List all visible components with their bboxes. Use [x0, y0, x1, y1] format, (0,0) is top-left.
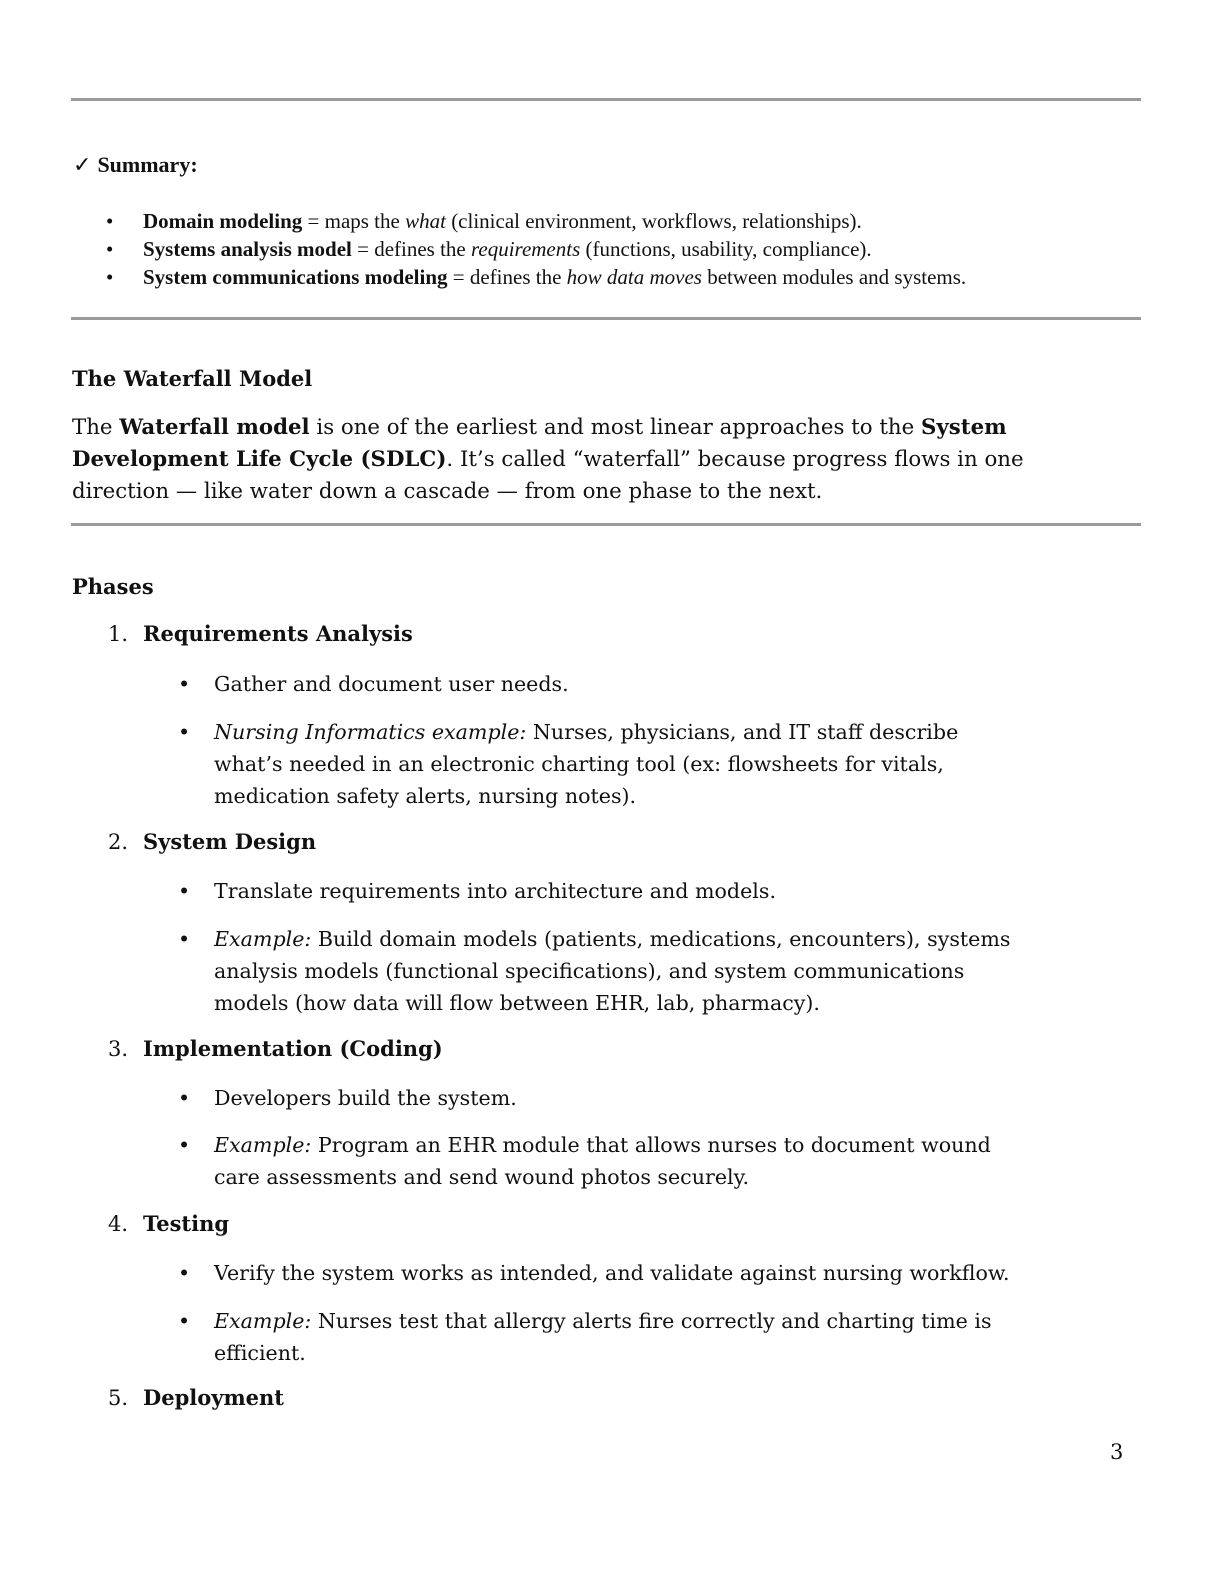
- phase-number: 3.: [108, 1037, 129, 1061]
- phase-number: 2.: [108, 830, 129, 854]
- phase-title: Deployment: [143, 1385, 284, 1410]
- summary-heading-text: Summary:: [97, 152, 198, 177]
- emphasis: what: [405, 209, 446, 233]
- divider: [71, 317, 1141, 320]
- phase-heading: [108, 1036, 443, 1061]
- emphasis: how data moves: [566, 265, 702, 289]
- phase-title: Implementation (Coding): [143, 1036, 443, 1061]
- paragraph-line: [72, 412, 1142, 444]
- example-label: Example:: [214, 927, 312, 951]
- bullet-text: Gather and document user needs.: [214, 672, 569, 696]
- phase-title: Requirements Analysis: [143, 621, 413, 646]
- list-item: [178, 923, 1118, 1019]
- bullet-dot: •: [178, 1309, 191, 1333]
- term: Domain modeling: [143, 209, 303, 233]
- text: is one of the earliest and most linear approaches to the: [309, 415, 921, 440]
- bold-text: System: [920, 415, 1007, 440]
- bullet-dot: •: [106, 237, 114, 261]
- bold-text: Waterfall model: [119, 415, 310, 440]
- section-title: The Waterfall Model: [72, 366, 313, 391]
- list-item: [178, 1129, 1118, 1193]
- phase-number: 5.: [108, 1386, 129, 1410]
- bullet-dot: •: [178, 927, 191, 951]
- phase-title: Testing: [143, 1211, 230, 1236]
- summary-list: [106, 207, 966, 291]
- divider: [71, 98, 1141, 101]
- bullet-line: what’s needed in an electronic charting tool (ex: flowsheets for vitals,: [214, 752, 944, 776]
- bullet-dot: •: [178, 1086, 191, 1110]
- phase-title: System Design: [143, 829, 317, 854]
- bullet-dot: •: [106, 209, 114, 233]
- phase-number: 4.: [108, 1212, 129, 1236]
- text: Build domain models (patients, medications, encounters), systems: [311, 927, 1011, 951]
- example-label: Nursing Informatics example:: [214, 720, 527, 744]
- list-item: [178, 716, 1118, 812]
- list-item: [178, 668, 1118, 700]
- phase-number: 1.: [108, 622, 129, 646]
- text: = defines the: [447, 265, 567, 289]
- term: System communications modeling: [143, 265, 448, 289]
- emphasis: requirements: [471, 237, 581, 261]
- text: (functions, usability, compliance).: [580, 237, 872, 261]
- bullet-dot: •: [178, 1133, 191, 1157]
- bullet-dot: •: [178, 720, 191, 744]
- bullet-line: [214, 1305, 1118, 1337]
- text: Nurses, physicians, and IT staff describe: [526, 720, 959, 744]
- page-number: 3: [1110, 1440, 1124, 1464]
- paragraph-line: direction — like water down a cascade — from one phase to the next.: [72, 479, 823, 504]
- waterfall-paragraph: [72, 412, 1142, 508]
- example-label: Example:: [214, 1309, 312, 1333]
- summary-heading: [73, 152, 198, 178]
- bullet-line: analysis models (functional specifications), and system communications: [214, 959, 965, 983]
- text: The: [72, 415, 120, 440]
- bullet-line: [214, 1129, 1118, 1161]
- bullet-line: efficient.: [214, 1341, 306, 1365]
- bold-text: Development Life Cycle (SDLC): [72, 447, 447, 472]
- bullet-dot: •: [178, 672, 191, 696]
- list-item: [178, 1257, 1118, 1289]
- list-item: [178, 1305, 1118, 1369]
- bullet-line: care assessments and send wound photos securely.: [214, 1165, 750, 1189]
- checkmark-icon: ✓: [73, 152, 92, 177]
- paragraph-line: [72, 444, 1142, 476]
- example-label: Example:: [214, 1133, 312, 1157]
- bullet-dot: •: [178, 879, 191, 903]
- bullet-line: [214, 923, 1118, 955]
- divider: [71, 523, 1141, 526]
- text: (clinical environment, workflows, relationships).: [445, 209, 862, 233]
- section-title: Phases: [72, 574, 154, 599]
- list-item: [178, 1082, 1118, 1114]
- bullet-line: [214, 716, 1118, 748]
- bullet-text: Developers build the system.: [214, 1086, 517, 1110]
- bullet-text: Verify the system works as intended, and validate against nursing workflow.: [214, 1261, 1010, 1285]
- bullet-line: models (how data will flow between EHR, lab, pharmacy).: [214, 991, 820, 1015]
- list-item: [106, 263, 966, 291]
- phase-heading: [108, 1385, 284, 1410]
- phase-heading: [108, 1211, 229, 1236]
- text: . It’s called “waterfall” because progress flows in one: [446, 447, 1024, 472]
- text: = maps the: [302, 209, 406, 233]
- text: = defines the: [351, 237, 471, 261]
- bullet-dot: •: [178, 1261, 191, 1285]
- phase-heading: [108, 621, 413, 646]
- text: between modules and systems.: [701, 265, 967, 289]
- phase-heading: [108, 829, 316, 854]
- bullet-line: medication safety alerts, nursing notes).: [214, 784, 637, 808]
- bullet-dot: •: [106, 265, 114, 289]
- text: Program an EHR module that allows nurses to document wound: [311, 1133, 991, 1157]
- list-item: [106, 207, 966, 235]
- list-item: [106, 235, 966, 263]
- list-item: [178, 875, 1118, 907]
- text: Nurses test that allergy alerts fire correctly and charting time is: [311, 1309, 992, 1333]
- bullet-text: Translate requirements into architecture and models.: [214, 879, 776, 903]
- term: Systems analysis model: [143, 237, 352, 261]
